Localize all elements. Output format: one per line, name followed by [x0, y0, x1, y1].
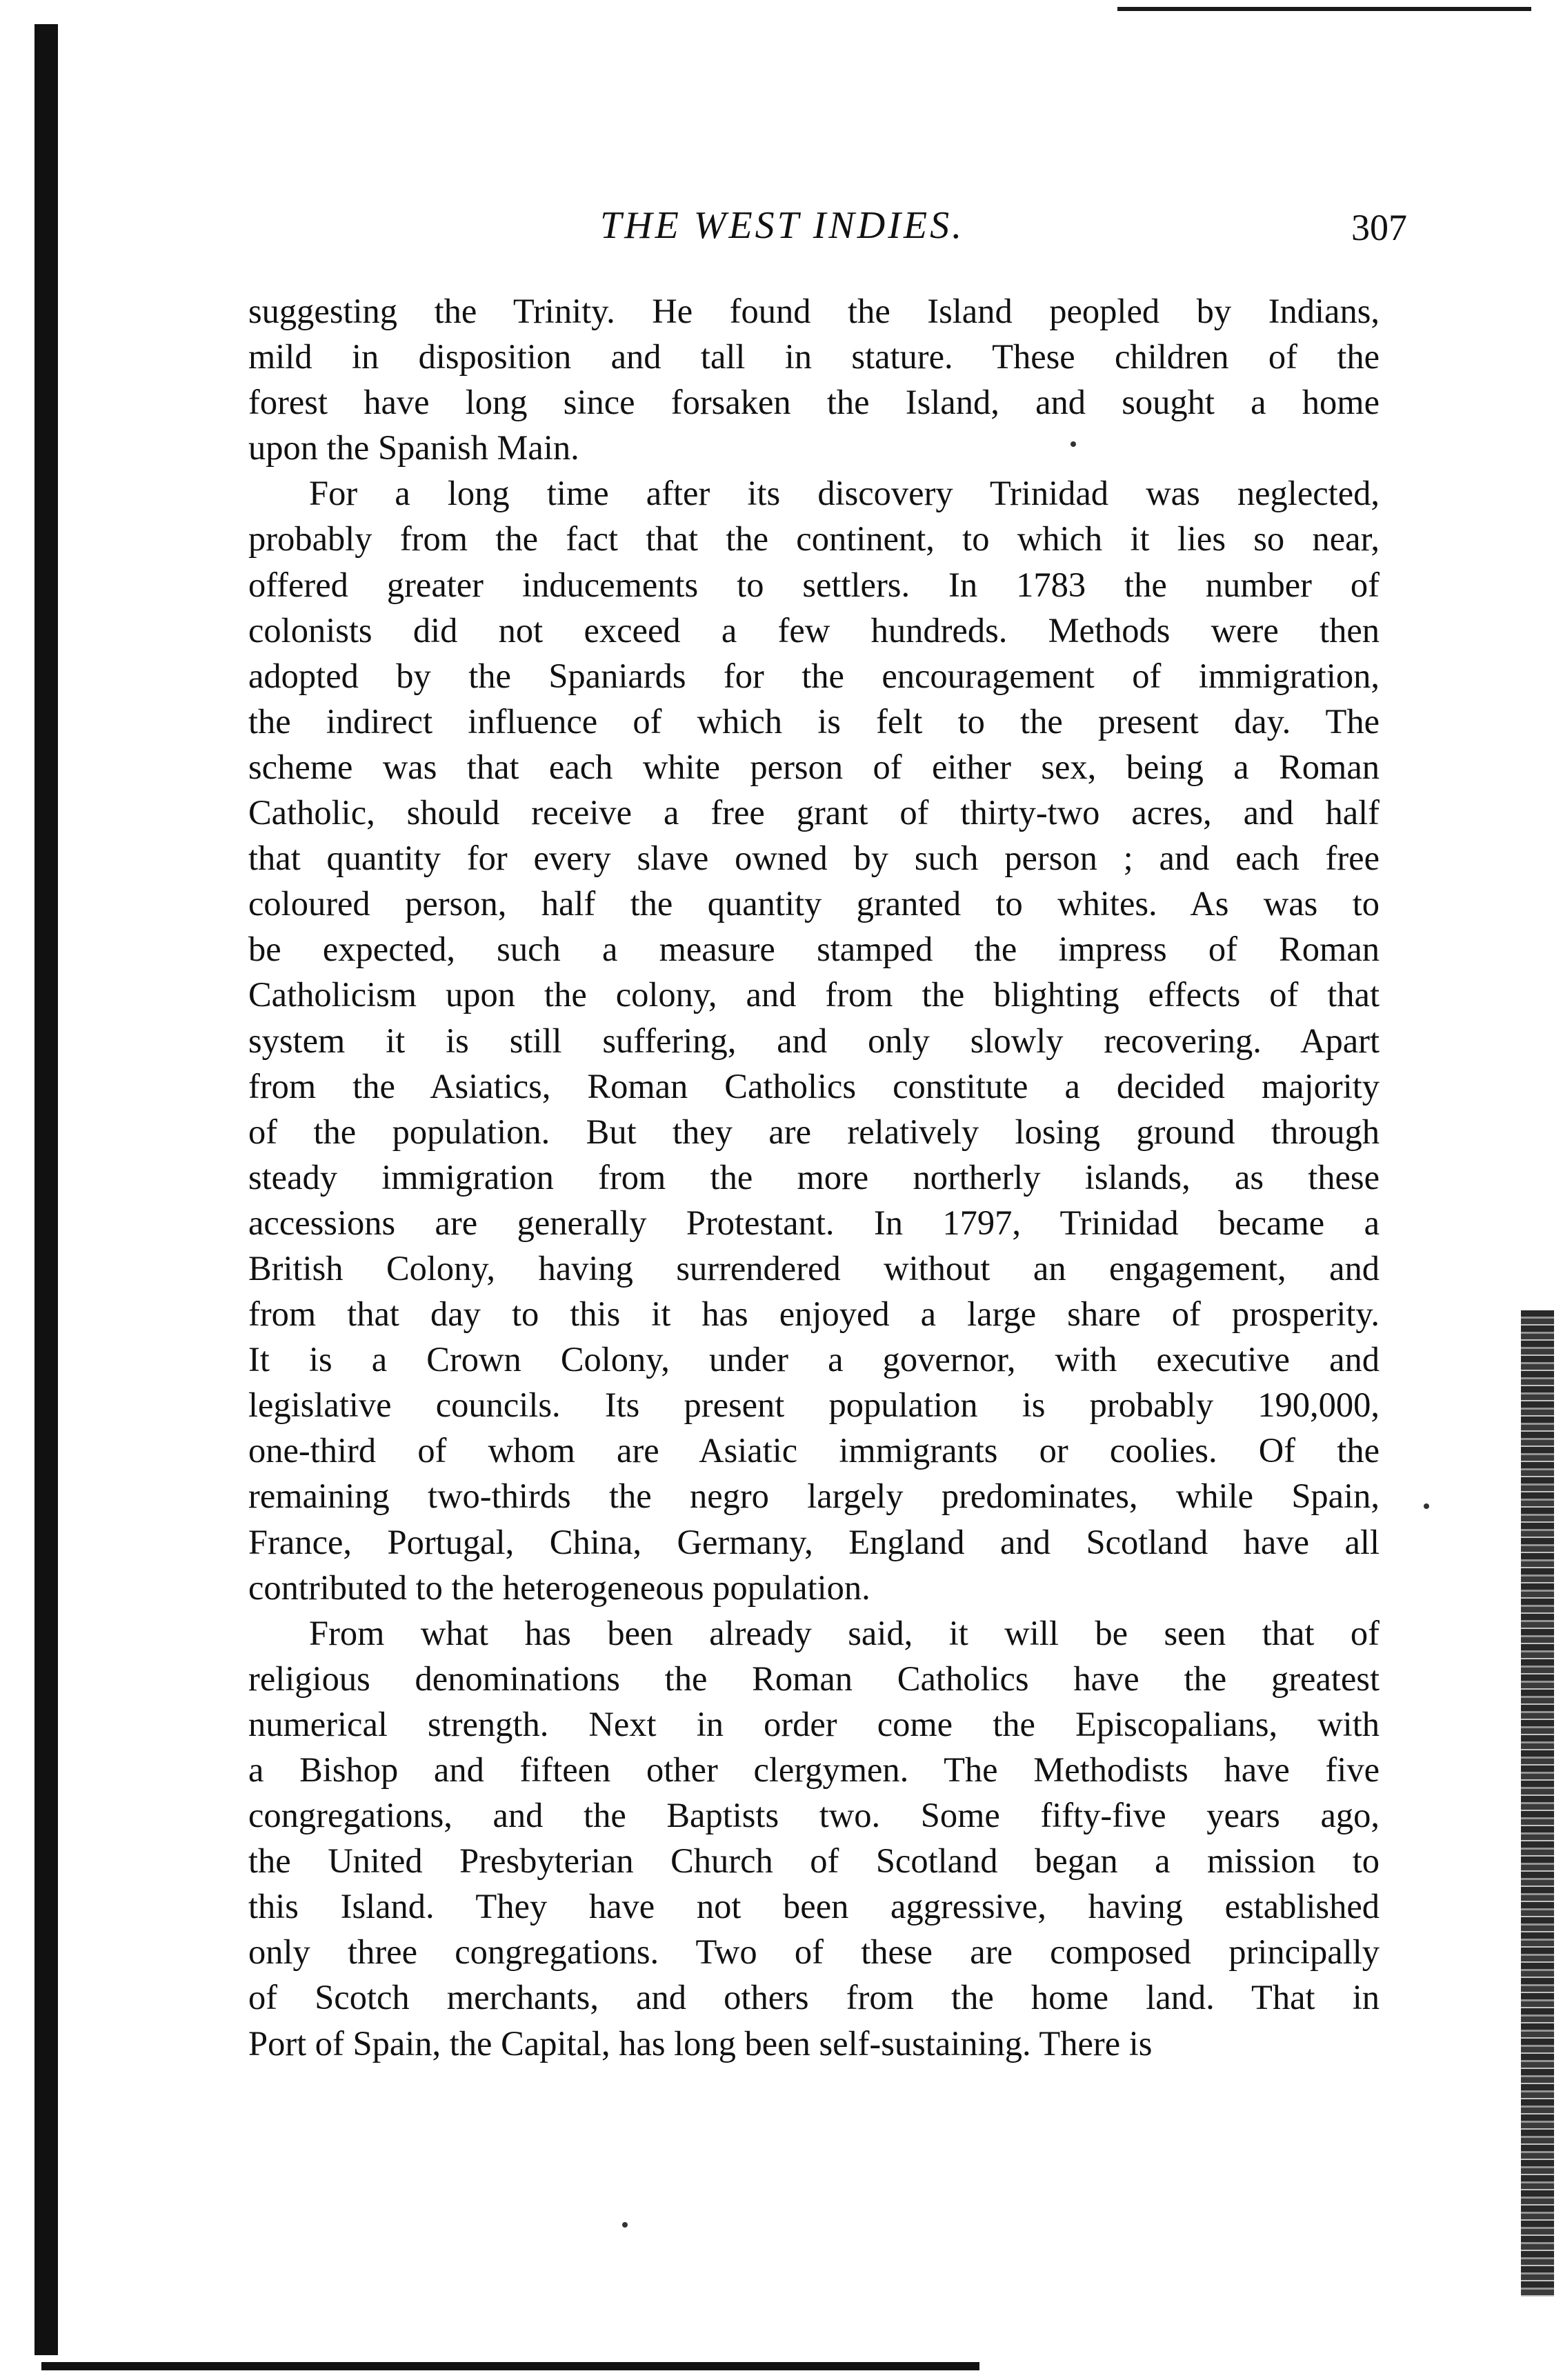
text-line: Port of Spain, the Capital, has long been self-sustaining. There is: [248, 2023, 1153, 2063]
speck: [622, 2222, 628, 2228]
text-line: upon the Spanish Main.: [248, 428, 579, 468]
text-line: of the population. But they are relatively losing ground through: [248, 1112, 1380, 1151]
speck: [1424, 1503, 1429, 1509]
text-line: mild in disposition and tall in stature. These children of the: [248, 337, 1380, 377]
text-line: suggesting the Trinity. He found the Island peopled by Indians,: [248, 292, 1380, 330]
paragraph: [248, 288, 1380, 470]
text-line: a Bishop and fifteen other clergymen. The Methodists have five: [248, 1750, 1380, 1789]
text-line: It is a Crown Colony, under a governor, with executive and: [248, 1340, 1380, 1379]
text-line: remaining two-thirds the negro largely predominates, while Spain,: [248, 1477, 1380, 1516]
text-line: only three congregations. Two of these are composed principally: [248, 1932, 1380, 1972]
text-line: from the Asiatics, Roman Catholics constitute a decided majority: [248, 1066, 1380, 1106]
text-line: be expected, such a measure stamped the impress of Roman: [248, 930, 1380, 969]
text-line: Catholic, should receive a free grant of thirty-two acres, and half: [248, 793, 1380, 832]
text-line: congregations, and the Baptists two. Some fifty-five years ago,: [248, 1796, 1380, 1835]
text-line: religious denominations the Roman Catholics have the greatest: [248, 1659, 1380, 1698]
text-line: forest have long since forsaken the Island, and sought a home: [248, 383, 1380, 422]
running-header: [248, 203, 1407, 259]
speck: [1071, 441, 1076, 447]
text-line: accessions are generally Protestant. In 1797, Trinidad became a: [248, 1203, 1380, 1242]
scan-bottom-border: [41, 2362, 979, 2370]
text-line: numerical strength. Next in order come the Episcopalians, with: [248, 1704, 1380, 1743]
body-text: [248, 288, 1380, 2066]
text-line: scheme was that each white person of either sex, being a Roman: [248, 747, 1380, 786]
text-line: contributed to the heterogeneous population.: [248, 1568, 870, 1607]
text-line: the United Presbyterian Church of Scotland began a mission to: [248, 1841, 1380, 1881]
text-line: France, Portugal, China, Germany, England and Scotland have all: [248, 1522, 1380, 1561]
text-line: British Colony, having surrendered without an engagement, and: [248, 1248, 1380, 1288]
text-line: one-third of whom are Asiatic immigrants or coolies. Of the: [248, 1431, 1380, 1470]
text-line: Catholicism upon the colony, and from the blighting effects of that: [248, 975, 1380, 1014]
text-line: offered greater inducements to settlers. In 1783 the number of: [248, 565, 1380, 604]
scan-left-border: [34, 24, 58, 2355]
scan-right-edge-artifact: [1521, 1310, 1554, 2297]
text-line: adopted by the Spaniards for the encouragement of immigration,: [248, 656, 1380, 695]
top-edge-rule: [1117, 7, 1531, 11]
text-line: system it is still suffering, and only slowly recovering. Apart: [248, 1021, 1380, 1060]
text-line: from that day to this it has enjoyed a large share of prosperity.: [248, 1294, 1380, 1334]
text-line: legislative councils. Its present population is probably 190,000,: [248, 1386, 1380, 1425]
text-line: colonists did not exceed a few hundreds. Methods were then: [248, 610, 1380, 650]
header-title: THE WEST INDIES.: [600, 204, 965, 247]
text-line: that quantity for every slave owned by such person ; and each free: [248, 839, 1380, 878]
text-line: coloured person, half the quantity granted to whites. As was to: [248, 884, 1380, 923]
text-line: For a long time after its discovery Trinidad was neglected,: [309, 474, 1380, 513]
text-line: From what has been already said, it will be seen that of: [309, 1613, 1380, 1652]
text-line: this Island. They have not been aggressive, having established: [248, 1887, 1380, 1926]
text-line: probably from the fact that the continent, to which it lies so near,: [248, 519, 1380, 559]
text-line: the indirect influence of which is felt to the present day. The: [248, 701, 1380, 741]
text-line: of Scotch merchants, and others from the home land. That in: [248, 1978, 1380, 2017]
page-number: 307: [1351, 207, 1407, 248]
paragraph: [248, 1610, 1380, 2066]
paragraph: [248, 470, 1380, 1610]
text-line: steady immigration from the more northerly islands, as these: [248, 1157, 1380, 1197]
